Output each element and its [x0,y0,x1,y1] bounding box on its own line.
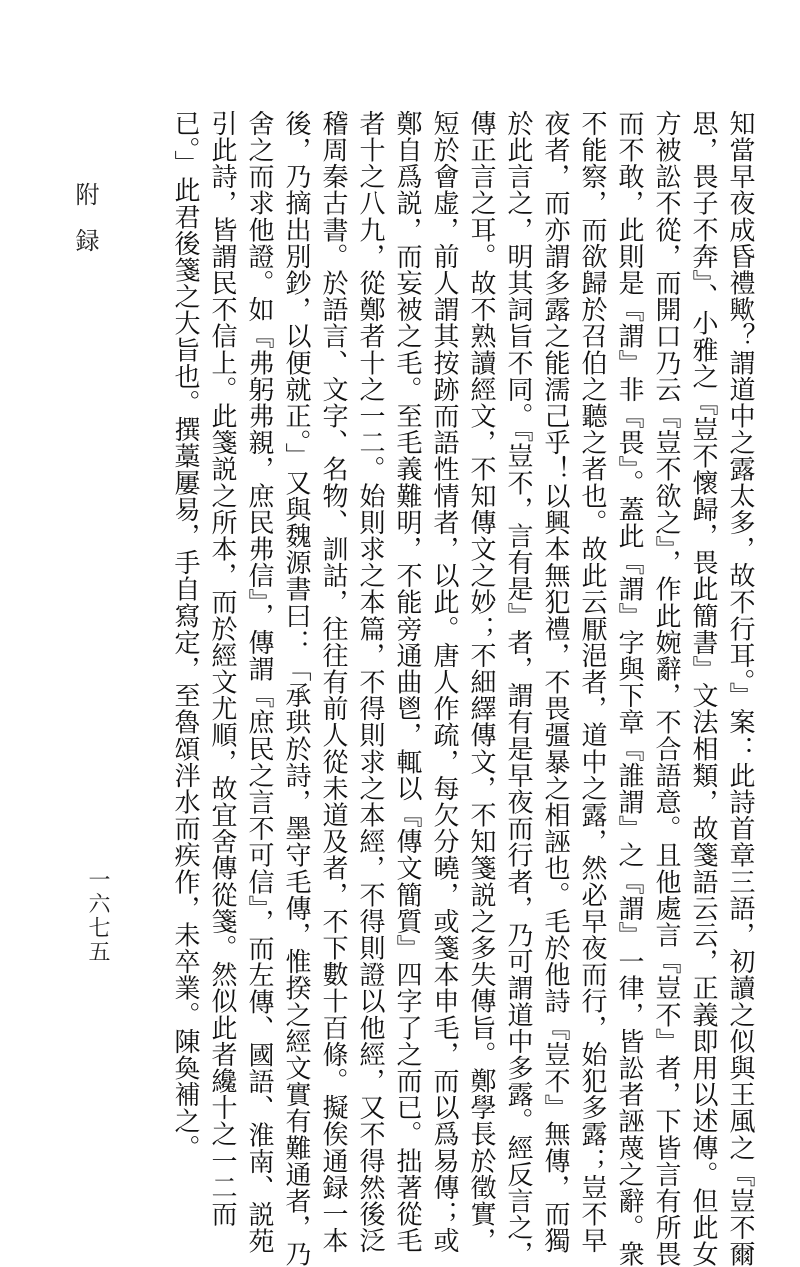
text-column: 於此言之，明其詞旨不同。『豈不，言有是』者，謂有是早夜而行者，乃可謂道中多露。經反言之， [503,110,533,1267]
text-column: 不能察，而欲歸於召伯之聽之者也。故此云厭浥者，道中之露，然必早夜而行，始犯多露；豈不早 [577,110,607,1254]
text-column: 思，畏子不奔』、小雅之『豈不懷歸，畏此簡書』文法相類，故箋語云云，正義即用以述傳。但此女 [688,110,718,1267]
text-column: 鄭自爲説，而妄被之毛。至毛義難明，不能旁通曲鬯，輒以『傳文簡質』四字了之而已。拙著從毛 [392,110,422,1254]
text-column: 舍之而求他證。如『弗躬弗親，庶民弗信』，傳謂『庶民之言不可信』，而左傳、國語、淮南、説苑 [244,110,274,1255]
text-column: 而不敢，此則是『謂』非『畏』。蓋此『謂』字與下章『誰謂』之『謂』一律，皆訟者誣蔑之辭。衆 [614,110,644,1267]
text-column: 知當早夜成昏禮歟？謂道中之露太多，故不行耳。』案：此詩首章三語，初讀之似與王風之『豈不爾 [725,110,755,1267]
text-column: 已。」此君後箋之大旨也。撰藁屢易，手自寫定，至魯頌泮水而疾作，未卒業。陳奐補之。 [170,110,200,1161]
text-column: 傳正言之耳。故不熟讀經文，不知傳文之妙；不細繹傳文，不知箋説之多失傳旨。鄭學長於徵實， [466,110,496,1254]
text-column: 引此詩，皆謂民不信上。此箋説之所本，而於經文尤順，故宜舍傳從箋。然似此者纔十之一二而 [207,110,237,1228]
text-column: 夜者，而亦謂多露之能濡己乎！以興本無犯禮，不畏彊暴之相誣也。毛於他詩『豈不』無傳，而獨 [540,110,570,1254]
text-column: 者十之八九，從鄭者十之一二。始則求之本篇，不得則求之本經，不得則證以他經，又不得然後泛 [355,110,385,1254]
running-title: 附録 [71,182,99,274]
text-column: 稽周秦古書。於語言、文字、名物、訓詁，往往有前人從未道及者，不下數十百條。擬俟通録一本 [318,110,348,1254]
text-column: 短於會虚，前人謂其按跡而語性情者，以此。唐人作疏，每欠分曉，或箋本申毛，而以爲易傳；或 [429,110,459,1254]
text-column: 方被訟不從，而開口乃云『豈不欲之』，作此婉辭，不合語意。且他處言『豈不』者，下皆言有所畏 [651,110,681,1267]
page-number: 一六七五 [85,868,110,964]
text-column: 後，乃摘出別鈔，以便就正。」又與魏源書曰：「承珙於詩，墨守毛傳，惟揆之經文實有難通者，乃 [281,110,311,1267]
